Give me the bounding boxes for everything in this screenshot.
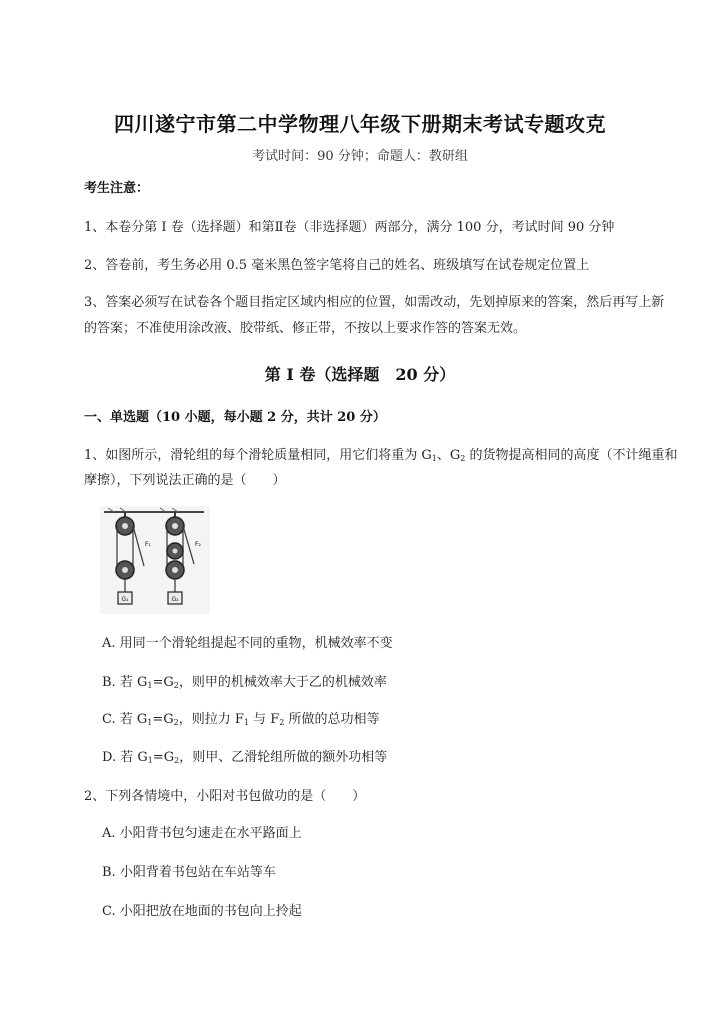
pulley-diagram (100, 506, 210, 614)
notice-item-2: 2、答卷前，考生务必用 0.5 毫米黑色签字笔将自己的姓名、班级填写在试卷规定位置上 (84, 258, 590, 273)
svg-text:F₂: F₂ (195, 541, 201, 548)
question-1-option-a: A. 用同一个滑轮组提起不同的重物，机械效率不变 (102, 636, 393, 651)
notice-item-3: 3、答案必须写在试卷各个题目指定区域内相应的位置，如需改动，先划掉原来的答案，然后再写上新的答案；不准使用涂改液、胶带纸、修正带，不按以上要求作答的答案无效。 (84, 295, 665, 336)
notice-item-1: 1、本卷分第 I 卷（选择题）和第Ⅱ卷（非选择题）两部分，满分 100 分，考试时间 90 分钟 (84, 220, 615, 235)
question-2-stem: 2、下列各情境中，小阳对书包做功的是（ ） (84, 789, 366, 804)
svg-text:G₁: G₁ (121, 596, 129, 603)
part-heading: 一、单选题（10 小题，每小题 2 分，共计 20 分） (84, 410, 386, 425)
section-title: 第 I 卷（选择题 20 分） (264, 365, 456, 384)
question-1-option-b: B. 若 $G_1=G_2$，则甲的机械效率大于乙的机械效率 (102, 675, 387, 690)
question-1-stem: 1、如图所示，滑轮组的每个滑轮质量相同，用它们将重为 $G_1$、$G_2$ 的货物提高相同的高度（不计绳重和 (84, 448, 678, 463)
svg-text:F₁: F₁ (145, 541, 151, 548)
exam-info: 考试时间：90 分钟；命题人：教研组 (252, 149, 468, 164)
svg-text:G₂: G₂ (171, 596, 179, 603)
page-title: 四川遂宁市第二中学物理八年级下册期末考试专题攻克 (114, 112, 606, 136)
question-1-stem-line-2: 摩擦），下列说法正确的是（ ） (84, 473, 286, 488)
notice-heading: 考生注意： (84, 181, 150, 196)
question-2-option-c: C. 小阳把放在地面的书包向上拎起 (102, 904, 302, 919)
question-1-option-d: D. 若 $G_1=G_2$，则甲、乙滑轮组所做的额外功相等 (102, 750, 388, 765)
question-1-option-c: C. 若 $G_1=G_2$，则拉力 $F_1$ 与 $F_2$ 所做的总功相等 (102, 712, 380, 727)
question-2-option-a: A. 小阳背书包匀速走在水平路面上 (102, 826, 302, 841)
question-2-option-b: B. 小阳背着书包站在车站等车 (102, 865, 276, 880)
